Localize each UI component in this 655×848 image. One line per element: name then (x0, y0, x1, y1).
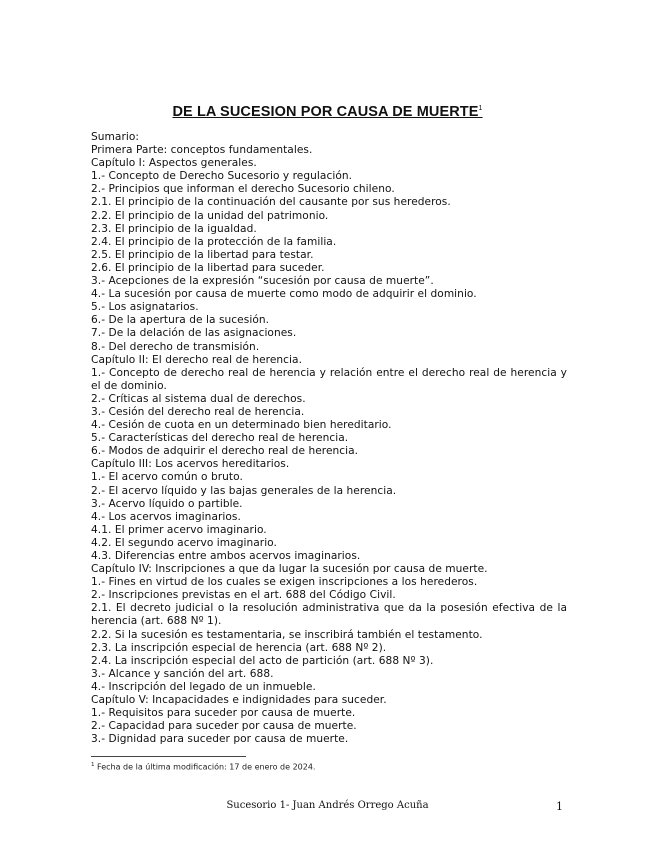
toc-line: 3.- Cesión del derecho real de herencia. (91, 405, 305, 418)
toc-line: Sumario: (91, 131, 139, 143)
toc-line: 1.- Requisitos para suceder por causa de muerte. (91, 707, 356, 720)
toc-line: 4.1. El primer acervo imaginario. (91, 523, 267, 536)
page-footer: Sucesorio 1- Juan Andrés Orrego Acuña (226, 800, 429, 811)
toc-line: 2.- Inscripciones previstas en el art. 688 del Código Civil. (91, 589, 396, 602)
toc-line: 1.- El acervo común o bruto. (91, 471, 243, 484)
table-of-contents (91, 131, 567, 746)
toc-line: 1.- Fines en virtud de los cuales se exigen inscripciones a los herederos. (91, 576, 478, 589)
toc-line: 6.- De la apertura de la sucesión. (91, 314, 270, 327)
document-title (0, 104, 655, 120)
toc-line: Capítulo II: El derecho real de herencia. (91, 353, 302, 366)
toc-line: 2.6. El principio de la libertad para suceder. (91, 261, 325, 274)
toc-line: 2.5. El principio de la libertad para testar. (91, 248, 314, 261)
toc-line: Capítulo III: Los acervos hereditarios. (91, 458, 290, 471)
toc-line: 1.- Concepto de Derecho Sucesorio y regulación. (91, 170, 353, 183)
toc-line: 2.4. El principio de la protección de la familia. (91, 235, 337, 248)
toc-line: 4.- Inscripción del legado de un inmueble. (91, 680, 316, 693)
toc-line: Capítulo I: Aspectos generales. (91, 157, 257, 170)
toc-line: 2.2. El principio de la unidad del patrimonio. (91, 209, 329, 222)
title-footnote-mark: 1 (478, 105, 483, 113)
toc-line: 3.- Acervo líquido o partible. (91, 497, 243, 510)
toc-line: 3.- Dignidad para suceder por causa de muerte. (91, 733, 349, 746)
toc-line: Capítulo IV: Inscripciones a que da lugar la sucesión por causa de muerte. (91, 563, 488, 576)
toc-line: 4.- Cesión de cuota en un determinado bien hereditario. (91, 419, 392, 432)
toc-line: 4.- Los acervos imaginarios. (91, 510, 241, 523)
toc-line: 2.- Críticas al sistema dual de derechos. (91, 392, 306, 405)
footnote-text: Fecha de la última modificación: 17 de enero de 2024. (97, 762, 316, 772)
toc-line: 2.- Capacidad para suceder por causa de muerte. (91, 720, 357, 733)
toc-line: 2.1. El decreto judicial o la resolución administrativa que da la posesión efectiva de la herencia (art. 688 Nº 1). (91, 602, 567, 628)
toc-line: 1.- Concepto de derecho real de herencia y relación entre el derecho real de herencia y el de dominio. (91, 366, 567, 392)
footnote (91, 762, 315, 772)
toc-line: 2.1. El principio de la continuación del causante por sus herederos. (91, 196, 451, 209)
toc-line: 2.- Principios que informan el derecho Sucesorio chileno. (91, 183, 395, 196)
toc-line: 4.2. El segundo acervo imaginario. (91, 536, 277, 549)
toc-line: 7.- De la delación de las asignaciones. (91, 327, 297, 340)
toc-line: 2.- El acervo líquido y las bajas generales de la herencia. (91, 484, 397, 497)
toc-line: 4.3. Diferencias entre ambos acervos imaginarios. (91, 550, 361, 562)
toc-line: 2.3. El principio de la igualdad. (91, 222, 257, 235)
toc-line: Primera Parte: conceptos fundamentales. (91, 144, 313, 157)
toc-line: 5.- Los asignatarios. (91, 301, 199, 314)
toc-line: 2.3. La inscripción especial de herencia (art. 688 Nº 2). (91, 641, 387, 654)
footnote-mark: 1 (91, 762, 95, 768)
toc-line: 8.- Del derecho de transmisión. (91, 340, 260, 353)
title-text: DE LA SUCESION POR CAUSA DE MUERTE (172, 104, 479, 120)
page-number: 1 (556, 800, 563, 813)
toc-line: 6.- Modos de adquirir el derecho real de herencia. (91, 445, 359, 458)
toc-line: Capítulo V: Incapacidades e indignidades para suceder. (91, 694, 387, 707)
toc-line: 3.- Alcance y sanción del art. 688. (91, 667, 274, 680)
footnote-separator (91, 756, 246, 757)
toc-line: 4.- La sucesión por causa de muerte como modo de adquirir el dominio. (91, 288, 477, 301)
toc-line: 3.- Acepciones de la expresión “sucesión por causa de muerte”. (91, 275, 434, 288)
toc-line: 2.2. Si la sucesión es testamentaria, se inscribirá también el testamento. (91, 628, 483, 641)
toc-line: 2.4. La inscripción especial del acto de partición (art. 688 Nº 3). (91, 654, 434, 667)
toc-line: 5.- Características del derecho real de herencia. (91, 432, 349, 445)
